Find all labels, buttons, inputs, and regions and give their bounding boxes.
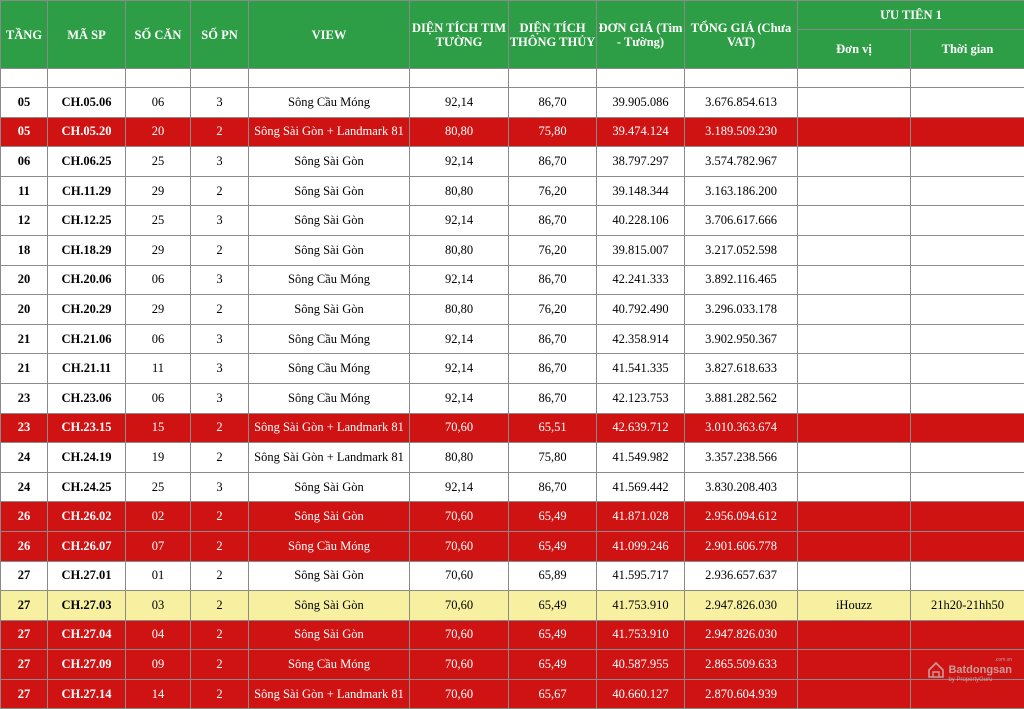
cell-tang: 27 (1, 650, 48, 680)
cell-tong-gia: 2.947.826.030 (685, 620, 798, 650)
col-header-ma-sp: MÃ SP (48, 1, 126, 69)
table-row (1, 117, 1024, 147)
cell-thoi-gian (911, 502, 1024, 532)
cell-so-pn: 3 (191, 472, 249, 502)
cell-thoi-gian (911, 295, 1024, 325)
cell-dt-tim-tuong: 70,60 (410, 620, 509, 650)
cell-don-gia: 39.905.086 (597, 88, 685, 118)
table-row (1, 561, 1024, 591)
cell-tong-gia: 3.902.950.367 (685, 324, 798, 354)
cell-don-vi (798, 324, 911, 354)
cell-tang: 24 (1, 443, 48, 473)
cell-tang: 27 (1, 561, 48, 591)
cell-view: Sông Sài Gòn (249, 502, 410, 532)
cell-tong-gia: 3.163.186.200 (685, 176, 798, 206)
cell-dt-thong-thuy: 65,49 (509, 591, 597, 621)
cell-don-vi: iHouzz (798, 591, 911, 621)
table-row (1, 591, 1024, 621)
cell-tong-gia: 3.574.782.967 (685, 147, 798, 177)
cell-tong-gia: 3.217.052.598 (685, 235, 798, 265)
cell-tang: 26 (1, 531, 48, 561)
table-row (1, 176, 1024, 206)
cell-so-can: 29 (126, 176, 191, 206)
cell-so-can: 25 (126, 206, 191, 236)
cell-don-vi (798, 443, 911, 473)
cell-don-vi (798, 235, 911, 265)
table-row (1, 383, 1024, 413)
cell-dt-thong-thuy: 86,70 (509, 472, 597, 502)
col-header-dt-tim-tuong: DIỆN TÍCH TIM TƯỜNG (410, 1, 509, 69)
cell-don-vi (798, 502, 911, 532)
cell-dt-tim-tuong: 80,80 (410, 117, 509, 147)
cell-thoi-gian (911, 235, 1024, 265)
cell-dt-tim-tuong: 70,60 (410, 561, 509, 591)
cell-dt-thong-thuy: 86,70 (509, 88, 597, 118)
cell-ma-sp: CH.27.14 (48, 679, 126, 709)
cell-tong-gia: 2.901.606.778 (685, 531, 798, 561)
cell-tong-gia: 2.956.094.612 (685, 502, 798, 532)
cell-thoi-gian (911, 472, 1024, 502)
cell-dt-tim-tuong: 80,80 (410, 443, 509, 473)
cell-dt-thong-thuy: 86,70 (509, 206, 597, 236)
cell-dt-tim-tuong: 80,80 (410, 295, 509, 325)
cell-thoi-gian (911, 383, 1024, 413)
cell-view: Sông Cầu Móng (249, 265, 410, 295)
cell-ma-sp: CH.11.29 (48, 176, 126, 206)
cell-so-pn: 2 (191, 679, 249, 709)
cell-ma-sp: CH.06.25 (48, 147, 126, 177)
cell-don-gia: 40.587.955 (597, 650, 685, 680)
cell-tong-gia: 3.010.363.674 (685, 413, 798, 443)
cell-dt-tim-tuong: 92,14 (410, 472, 509, 502)
cell-don-gia: 38.797.297 (597, 147, 685, 177)
cell-dt-thong-thuy: 65,51 (509, 413, 597, 443)
cell-dt-tim-tuong: 70,60 (410, 591, 509, 621)
cell-so-can: 25 (126, 472, 191, 502)
col-header-uu-tien: ƯU TIÊN 1 (798, 1, 1024, 30)
table-row (1, 650, 1024, 680)
cell-dt-tim-tuong: 80,80 (410, 235, 509, 265)
cell-don-vi (798, 176, 911, 206)
cell-so-pn: 3 (191, 383, 249, 413)
cell-dt-tim-tuong: 92,14 (410, 383, 509, 413)
cell-don-gia: 41.871.028 (597, 502, 685, 532)
cell-so-pn: 3 (191, 354, 249, 384)
cell-so-pn: 2 (191, 413, 249, 443)
cell-view: Sông Sài Gòn + Landmark 81 (249, 443, 410, 473)
cell-so-can: 14 (126, 679, 191, 709)
cell-view: Sông Sài Gòn (249, 176, 410, 206)
cell-so-can: 06 (126, 265, 191, 295)
cell-so-pn: 3 (191, 147, 249, 177)
col-header-tang: TẦNG (1, 1, 48, 69)
cell-ma-sp: CH.27.09 (48, 650, 126, 680)
cell-dt-tim-tuong: 70,60 (410, 502, 509, 532)
cell-ma-sp: CH.20.29 (48, 295, 126, 325)
cell-tang: 26 (1, 502, 48, 532)
cell-dt-tim-tuong: 92,14 (410, 206, 509, 236)
cell-tong-gia: 3.706.617.666 (685, 206, 798, 236)
cell-tong-gia: 2.936.657.637 (685, 561, 798, 591)
cell-view: Sông Sài Gòn + Landmark 81 (249, 413, 410, 443)
cell-thoi-gian (911, 531, 1024, 561)
cell-ma-sp: CH.24.19 (48, 443, 126, 473)
table-row (1, 531, 1024, 561)
cell-so-can: 07 (126, 531, 191, 561)
table-row (1, 295, 1024, 325)
table-row (1, 324, 1024, 354)
cell-thoi-gian (911, 620, 1024, 650)
cell-tong-gia: 3.827.618.633 (685, 354, 798, 384)
cell-don-vi (798, 295, 911, 325)
cell-view: Sông Sài Gòn (249, 147, 410, 177)
cell-view: Sông Sài Gòn (249, 295, 410, 325)
cell-don-vi (798, 206, 911, 236)
cell-tang: 06 (1, 147, 48, 177)
cell-so-pn: 3 (191, 265, 249, 295)
table-row (1, 472, 1024, 502)
cell-thoi-gian: 21h20-21hh50 (911, 591, 1024, 621)
cell-ma-sp: CH.27.01 (48, 561, 126, 591)
cell-dt-thong-thuy: 65,49 (509, 650, 597, 680)
cell-ma-sp: CH.23.15 (48, 413, 126, 443)
col-header-so-can: SỐ CĂN (126, 1, 191, 69)
cell-view: Sông Sài Gòn + Landmark 81 (249, 679, 410, 709)
cell-don-vi (798, 413, 911, 443)
cell-so-pn: 2 (191, 502, 249, 532)
cell-view: Sông Sài Gòn + Landmark 81 (249, 117, 410, 147)
cell-view: Sông Sài Gòn (249, 591, 410, 621)
cell-view: Sông Cầu Móng (249, 531, 410, 561)
cell-thoi-gian (911, 176, 1024, 206)
cell-tong-gia: 2.865.509.633 (685, 650, 798, 680)
table-row (1, 147, 1024, 177)
cell-view: Sông Cầu Móng (249, 88, 410, 118)
cell-view: Sông Sài Gòn (249, 561, 410, 591)
cell-view: Sông Sài Gòn (249, 235, 410, 265)
cell-dt-thong-thuy: 65,49 (509, 502, 597, 532)
col-header-view: VIEW (249, 1, 410, 69)
col-header-tong-gia: TỔNG GIÁ (Chưa VAT) (685, 1, 798, 69)
table-row (1, 235, 1024, 265)
cell-so-can: 06 (126, 88, 191, 118)
cell-ma-sp: CH.23.06 (48, 383, 126, 413)
cell-don-gia: 41.541.335 (597, 354, 685, 384)
cell-tong-gia: 2.870.604.939 (685, 679, 798, 709)
cell-dt-thong-thuy: 86,70 (509, 354, 597, 384)
cell-thoi-gian (911, 206, 1024, 236)
cell-ma-sp: CH.21.11 (48, 354, 126, 384)
cell-tong-gia: 3.676.854.613 (685, 88, 798, 118)
cell-don-vi (798, 88, 911, 118)
cell-tong-gia: 2.947.826.030 (685, 591, 798, 621)
cell-ma-sp: CH.27.04 (48, 620, 126, 650)
cell-dt-thong-thuy: 75,80 (509, 443, 597, 473)
cell-dt-tim-tuong: 92,14 (410, 147, 509, 177)
cell-tang: 05 (1, 117, 48, 147)
cell-don-vi (798, 679, 911, 709)
cell-tong-gia: 3.892.116.465 (685, 265, 798, 295)
cell-dt-tim-tuong: 92,14 (410, 265, 509, 295)
cell-tang: 05 (1, 88, 48, 118)
cell-so-can: 25 (126, 147, 191, 177)
cell-view: Sông Sài Gòn (249, 472, 410, 502)
cell-so-can: 19 (126, 443, 191, 473)
cell-tong-gia: 3.830.208.403 (685, 472, 798, 502)
cell-ma-sp: CH.26.02 (48, 502, 126, 532)
cell-dt-tim-tuong: 92,14 (410, 324, 509, 354)
cell-don-gia: 41.549.982 (597, 443, 685, 473)
house-logo-icon (927, 661, 945, 679)
cell-so-can: 01 (126, 561, 191, 591)
cell-so-can: 29 (126, 235, 191, 265)
cell-tang: 27 (1, 620, 48, 650)
cell-ma-sp: CH.26.07 (48, 531, 126, 561)
cell-dt-thong-thuy: 65,49 (509, 620, 597, 650)
table-header (1, 1, 1024, 69)
cell-so-can: 09 (126, 650, 191, 680)
cell-don-gia: 40.228.106 (597, 206, 685, 236)
cell-dt-tim-tuong: 70,60 (410, 650, 509, 680)
cell-dt-thong-thuy: 86,70 (509, 324, 597, 354)
cell-so-can: 06 (126, 383, 191, 413)
cell-don-gia: 41.595.717 (597, 561, 685, 591)
cell-thoi-gian (911, 413, 1024, 443)
table-row (1, 88, 1024, 118)
cell-don-gia: 39.815.007 (597, 235, 685, 265)
cell-dt-thong-thuy: 76,20 (509, 235, 597, 265)
cell-tong-gia: 3.881.282.562 (685, 383, 798, 413)
cell-so-can: 11 (126, 354, 191, 384)
table-row (1, 413, 1024, 443)
cell-dt-tim-tuong: 92,14 (410, 354, 509, 384)
cell-don-gia: 41.753.910 (597, 591, 685, 621)
cell-so-pn: 2 (191, 650, 249, 680)
cell-tang: 11 (1, 176, 48, 206)
cell-ma-sp: CH.05.06 (48, 88, 126, 118)
cell-don-gia: 39.474.124 (597, 117, 685, 147)
cell-so-can: 02 (126, 502, 191, 532)
cell-so-pn: 2 (191, 561, 249, 591)
cell-so-pn: 2 (191, 295, 249, 325)
cell-don-gia: 41.753.910 (597, 620, 685, 650)
col-header-so-pn: SỐ PN (191, 1, 249, 69)
cell-so-can: 15 (126, 413, 191, 443)
cell-dt-tim-tuong: 92,14 (410, 88, 509, 118)
cell-don-gia: 39.148.344 (597, 176, 685, 206)
cell-view: Sông Sài Gòn (249, 206, 410, 236)
cell-don-gia: 41.569.442 (597, 472, 685, 502)
cell-tang: 27 (1, 591, 48, 621)
cell-dt-thong-thuy: 75,80 (509, 117, 597, 147)
cell-so-pn: 3 (191, 206, 249, 236)
cell-thoi-gian (911, 561, 1024, 591)
cell-dt-tim-tuong: 70,60 (410, 531, 509, 561)
cell-dt-thong-thuy: 86,70 (509, 265, 597, 295)
col-header-don-gia: ĐƠN GIÁ (Tim - Tường) (597, 1, 685, 69)
cell-dt-thong-thuy: 65,89 (509, 561, 597, 591)
cell-don-gia: 42.358.914 (597, 324, 685, 354)
cell-thoi-gian (911, 354, 1024, 384)
cell-dt-thong-thuy: 76,20 (509, 295, 597, 325)
batdongsan-watermark (927, 655, 1012, 685)
cell-dt-thong-thuy: 76,20 (509, 176, 597, 206)
col-header-dt-thong-thuy: DIỆN TÍCH THÔNG THỦY (509, 1, 597, 69)
cell-so-pn: 2 (191, 176, 249, 206)
cell-so-pn: 2 (191, 620, 249, 650)
cell-so-pn: 2 (191, 443, 249, 473)
cell-thoi-gian (911, 324, 1024, 354)
cell-don-vi (798, 472, 911, 502)
cell-tang: 20 (1, 265, 48, 295)
cell-don-gia: 40.660.127 (597, 679, 685, 709)
cell-view: Sông Cầu Móng (249, 324, 410, 354)
cell-dt-thong-thuy: 65,67 (509, 679, 597, 709)
watermark-domain: .com.vn (948, 655, 1012, 665)
cell-don-vi (798, 147, 911, 177)
cell-so-can: 04 (126, 620, 191, 650)
cell-so-pn: 2 (191, 117, 249, 147)
cell-tang: 21 (1, 354, 48, 384)
cell-don-vi (798, 531, 911, 561)
cell-thoi-gian (911, 443, 1024, 473)
cell-ma-sp: CH.27.03 (48, 591, 126, 621)
cell-don-gia: 42.639.712 (597, 413, 685, 443)
cell-don-vi (798, 561, 911, 591)
cell-don-gia: 41.099.246 (597, 531, 685, 561)
cell-view: Sông Cầu Móng (249, 383, 410, 413)
cell-don-gia: 42.241.333 (597, 265, 685, 295)
cell-thoi-gian (911, 147, 1024, 177)
cell-tong-gia: 3.296.033.178 (685, 295, 798, 325)
cell-tong-gia: 3.357.238.566 (685, 443, 798, 473)
cell-so-can: 03 (126, 591, 191, 621)
cell-tang: 27 (1, 679, 48, 709)
cell-don-vi (798, 383, 911, 413)
table-row (1, 206, 1024, 236)
cell-so-can: 20 (126, 117, 191, 147)
table-row (1, 620, 1024, 650)
cell-so-pn: 3 (191, 88, 249, 118)
col-header-thoi-gian: Thời gian (911, 30, 1024, 69)
table-body (1, 69, 1024, 709)
cell-thoi-gian (911, 265, 1024, 295)
cell-view: Sông Sài Gòn (249, 620, 410, 650)
cell-don-vi (798, 265, 911, 295)
cell-thoi-gian (911, 117, 1024, 147)
cell-don-vi (798, 620, 911, 650)
col-header-don-vi: Đơn vị (798, 30, 911, 69)
cell-tang: 24 (1, 472, 48, 502)
cell-dt-tim-tuong: 70,60 (410, 413, 509, 443)
cell-dt-tim-tuong: 70,60 (410, 679, 509, 709)
cell-tang: 20 (1, 295, 48, 325)
cell-tang: 12 (1, 206, 48, 236)
cell-dt-thong-thuy: 65,49 (509, 531, 597, 561)
cell-don-vi (798, 354, 911, 384)
watermark-brand: Batdongsan (948, 665, 1012, 675)
cell-so-pn: 3 (191, 324, 249, 354)
cell-tang: 23 (1, 413, 48, 443)
cell-thoi-gian (911, 88, 1024, 118)
table-row (1, 354, 1024, 384)
cell-view: Sông Cầu Móng (249, 354, 410, 384)
cell-ma-sp: CH.20.06 (48, 265, 126, 295)
cell-ma-sp: CH.24.25 (48, 472, 126, 502)
cell-so-pn: 2 (191, 531, 249, 561)
cell-dt-thong-thuy: 86,70 (509, 147, 597, 177)
cell-dt-thong-thuy: 86,70 (509, 383, 597, 413)
cell-ma-sp: CH.12.25 (48, 206, 126, 236)
cell-tong-gia: 3.189.509.230 (685, 117, 798, 147)
cell-tang: 23 (1, 383, 48, 413)
watermark-sub: by PropertyGuru (948, 675, 1012, 685)
cell-don-gia: 42.123.753 (597, 383, 685, 413)
cell-ma-sp: CH.21.06 (48, 324, 126, 354)
cell-so-pn: 2 (191, 235, 249, 265)
cell-dt-tim-tuong: 80,80 (410, 176, 509, 206)
cell-tang: 18 (1, 235, 48, 265)
table-row (1, 502, 1024, 532)
cell-so-can: 06 (126, 324, 191, 354)
cell-tang: 21 (1, 324, 48, 354)
cell-ma-sp: CH.05.20 (48, 117, 126, 147)
cell-so-can: 29 (126, 295, 191, 325)
cell-ma-sp: CH.18.29 (48, 235, 126, 265)
spacer-row (1, 69, 1024, 88)
table-row (1, 443, 1024, 473)
cell-so-pn: 2 (191, 591, 249, 621)
table-row (1, 679, 1024, 709)
cell-view: Sông Cầu Móng (249, 650, 410, 680)
cell-don-vi (798, 650, 911, 680)
table-row (1, 265, 1024, 295)
cell-don-gia: 40.792.490 (597, 295, 685, 325)
cell-don-vi (798, 117, 911, 147)
